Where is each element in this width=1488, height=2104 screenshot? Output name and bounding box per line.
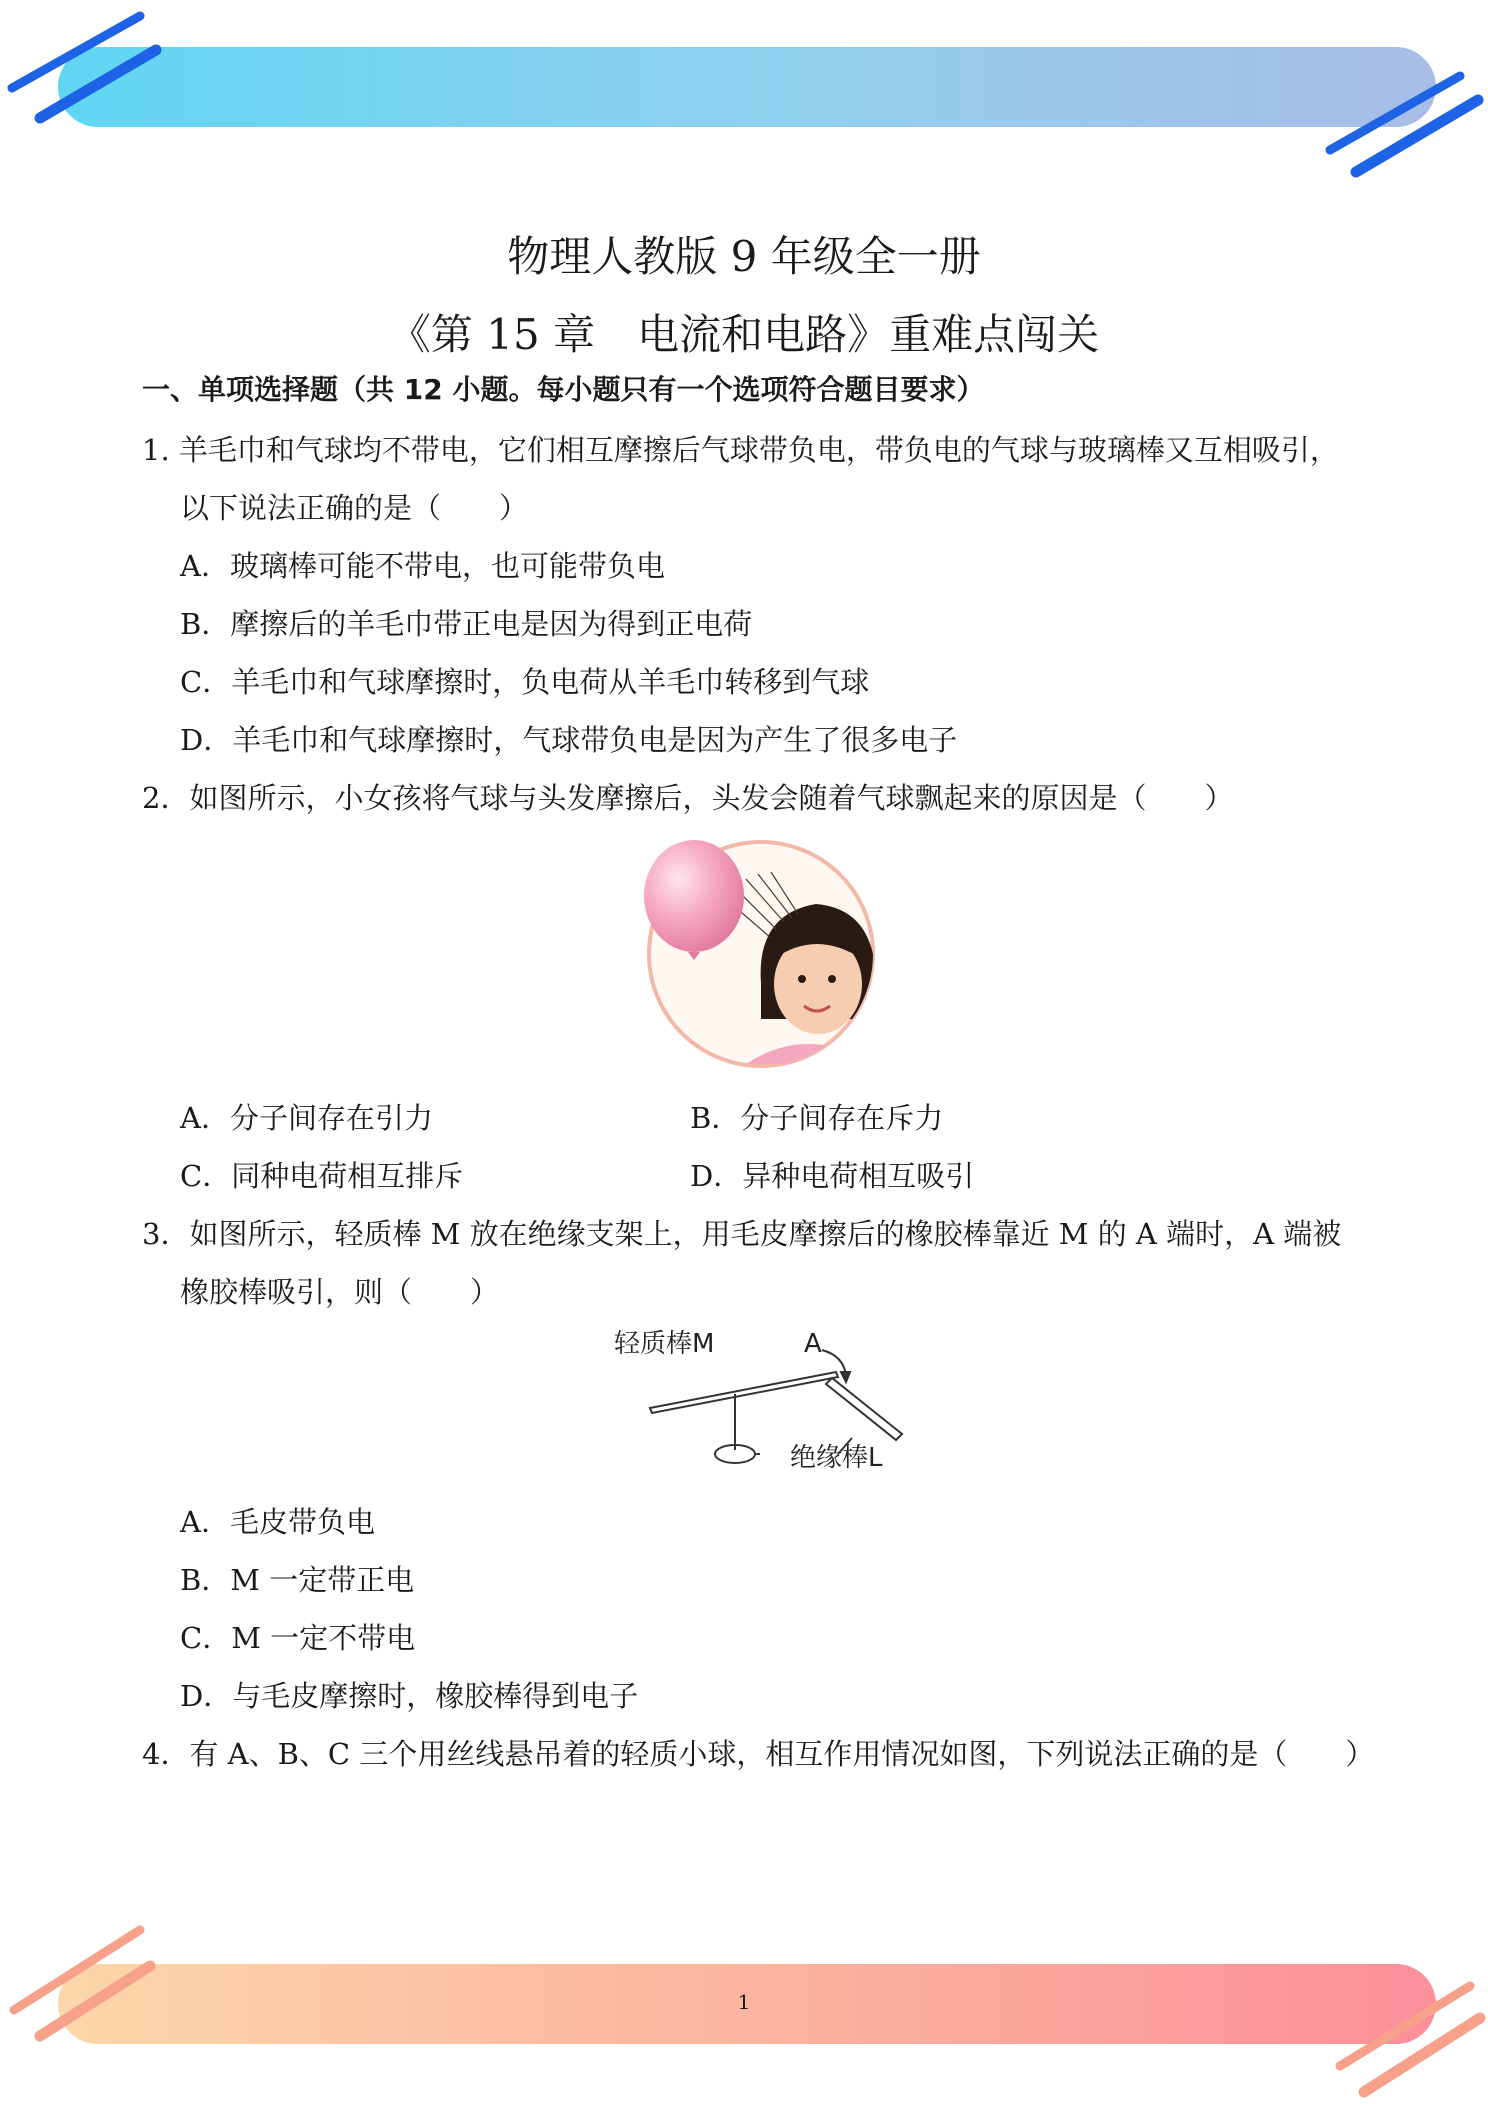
header-stripe-decoration-left <box>0 0 180 140</box>
section-heading: 一、单项选择题（共 12 小题。每小题只有一个选项符合题目要求） <box>142 373 985 406</box>
question-3-option-a: A．毛皮带负电 <box>180 1505 375 1539</box>
question-1-stem-cont: 以下说法正确的是（ ） <box>180 491 529 525</box>
rod-on-stand-figure <box>600 1320 910 1480</box>
question-2-option-d: D．异种电荷相互吸引 <box>690 1159 975 1193</box>
question-2-option-c: C．同种电荷相互排斥 <box>180 1159 464 1193</box>
question-4-stem: 4．有 A、B、C 三个用丝线悬吊着的轻质小球，相互作用情况如图，下列说法正确的是（ ） <box>142 1737 1375 1771</box>
insulator-label: 绝缘棒L <box>790 1443 883 1473</box>
question-1-stem: 1. 羊毛巾和气球均不带电，它们相互摩擦后气球带负电，带负电的气球与玻璃棒又互相吸引， <box>142 433 1339 467</box>
document-subtitle: 《第 15 章 电流和电路》重难点闯关 <box>388 310 1100 359</box>
question-2-option-b: B．分子间存在斥力 <box>690 1101 944 1135</box>
rod-label: 轻质棒M <box>614 1329 715 1359</box>
question-2-stem: 2．如图所示，小女孩将气球与头发摩擦后，头发会随着气球飘起来的原因是（ ） <box>142 781 1234 815</box>
question-3-option-d: D．与毛皮摩擦时，橡胶棒得到电子 <box>180 1679 639 1713</box>
end-label: A <box>804 1329 822 1359</box>
question-1-option-a: A．玻璃棒可能不带电，也可能带负电 <box>180 549 665 583</box>
girl-balloon-figure <box>626 834 896 1074</box>
question-2-option-a: A．分子间存在引力 <box>180 1101 433 1135</box>
question-3-option-b: B．M 一定带正电 <box>180 1563 415 1597</box>
question-3-stem: 3．如图所示，轻质棒 M 放在绝缘支架上，用毛皮摩擦后的橡胶棒靠近 M 的 A 端时，A 端被 <box>142 1217 1342 1251</box>
document-title: 物理人教版 9 年级全一册 <box>507 232 981 281</box>
question-1-option-c: C．羊毛巾和气球摩擦时，负电荷从羊毛巾转移到气球 <box>180 665 870 699</box>
question-3-stem-cont: 橡胶棒吸引，则（ ） <box>180 1275 500 1309</box>
question-3-option-c: C．M 一定不带电 <box>180 1621 416 1655</box>
question-1-option-b: B．摩擦后的羊毛巾带正电是因为得到正电荷 <box>180 607 753 641</box>
header-stripe-decoration-right <box>1310 60 1488 190</box>
question-1-option-d: D．羊毛巾和气球摩擦时，气球带负电是因为产生了很多电子 <box>180 723 958 757</box>
footer-stripe-decoration-left <box>0 1910 170 2060</box>
header-banner <box>58 47 1436 127</box>
page-number: 1 <box>737 1990 751 2014</box>
